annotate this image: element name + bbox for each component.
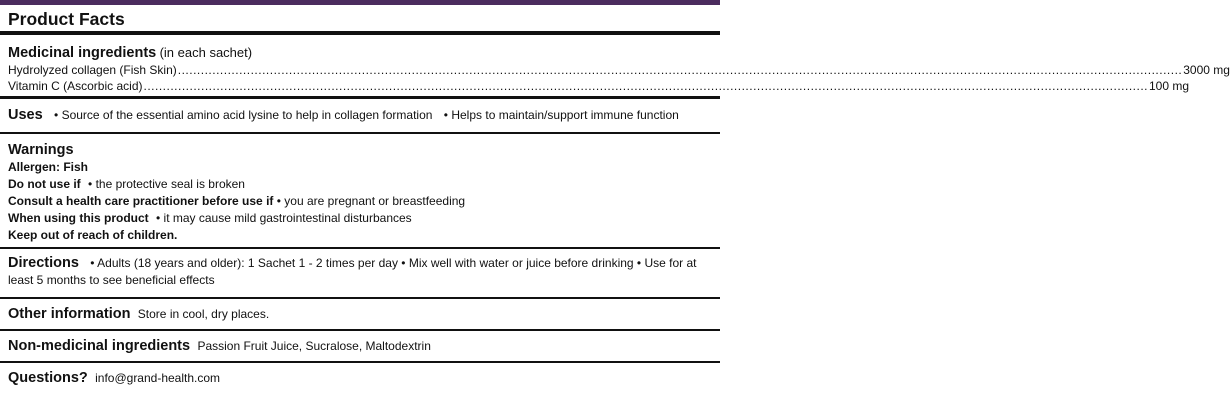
ingredient-amount: 3000 mg <box>1183 63 1230 77</box>
questions-heading: Questions? <box>8 370 88 386</box>
other-text: Store in cool, dry places. <box>137 307 270 321</box>
panel-title: Product Facts <box>0 5 720 35</box>
medicinal-heading: Medicinal ingredients <box>8 45 157 61</box>
questions-email[interactable]: info@grand-health.com <box>95 371 221 385</box>
leader-dots: ...................................................................................................................................................................................................................................................................... <box>177 63 1183 77</box>
warning-bullet: • <box>156 211 161 225</box>
warning-bullet: • <box>88 177 93 191</box>
do-not-use-line <box>8 176 712 193</box>
directions-text-2: least 5 months to see beneficial effects <box>8 273 215 287</box>
medicinal-subheading: (in each sachet) <box>159 45 253 60</box>
non-medicinal-section <box>0 331 720 363</box>
directions-bullet: • <box>90 256 95 270</box>
other-heading: Other information <box>8 306 131 322</box>
when-using-line <box>8 210 712 227</box>
warning-bullet: • <box>276 194 281 208</box>
uses-heading: Uses <box>8 107 43 123</box>
allergen-line: Allergen: Fish <box>8 160 89 174</box>
ingredient-row <box>8 62 1230 78</box>
medicinal-ingredients-section <box>0 35 1230 99</box>
consult-label: Consult a health care practitioner before use if <box>8 194 274 208</box>
uses-item: Helps to maintain/support immune function <box>451 108 679 122</box>
uses-item: Source of the essential amino acid lysine to help in collagen formation <box>61 108 433 122</box>
medicinal-heading-row <box>8 43 712 62</box>
consult-text: you are pregnant or breastfeeding <box>284 194 466 208</box>
ingredient-name: Vitamin C (Ascorbic acid) <box>8 79 143 93</box>
ingredient-row <box>8 78 1190 94</box>
ingredient-name: Hydrolyzed collagen (Fish Skin) <box>8 63 177 77</box>
ingredient-amount: 100 mg <box>1149 79 1190 93</box>
directions-text-1: Adults (18 years and older): 1 Sachet 1 - 2 times per day • Mix well with water or juice before drinking • Use for at <box>97 256 697 270</box>
when-using-text: it may cause mild gastrointestinal disturbances <box>163 211 412 225</box>
warnings-section <box>0 134 720 249</box>
warnings-heading: Warnings <box>8 142 74 158</box>
when-using-label: When using this product <box>8 211 149 225</box>
keep-out-line: Keep out of reach of children. <box>8 228 178 242</box>
do-not-use-label: Do not use if <box>8 177 81 191</box>
consult-line <box>8 193 712 210</box>
uses-bullet: • <box>443 108 448 122</box>
do-not-use-text: the protective seal is broken <box>95 177 245 191</box>
uses-bullet: • <box>54 108 59 122</box>
non-medicinal-heading: Non-medicinal ingredients <box>8 338 191 354</box>
directions-section <box>0 249 720 299</box>
directions-line-1 <box>8 254 712 272</box>
questions-section <box>0 363 720 396</box>
directions-heading: Directions <box>8 255 79 271</box>
other-information-section <box>0 299 720 331</box>
leader-dots: ...................................................................................................................................................................................................................................................................... <box>143 79 1148 93</box>
uses-section <box>0 99 720 134</box>
non-medicinal-text: Passion Fruit Juice, Sucralose, Maltodextrin <box>197 339 431 353</box>
